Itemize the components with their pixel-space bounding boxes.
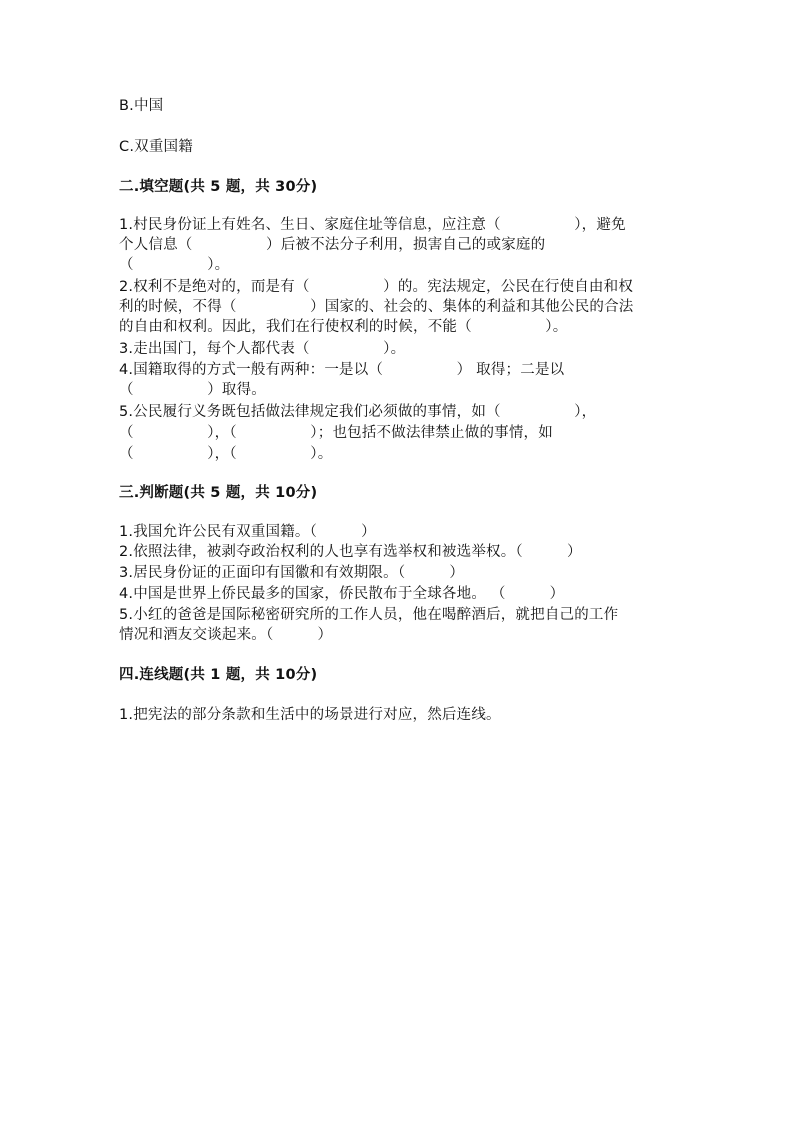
fill-q5-line1: 5.公民履行义务既包括做法律规定我们必须做的事情，如（ ）， — [119, 404, 597, 420]
section-matching-heading: 四.连线题(共 1 题，共 10分) — [119, 667, 318, 683]
fill-q3-line1: 3.走出国门，每个人都代表（ ）。 — [119, 341, 406, 357]
fill-q1-line1: 1.村民身份证上有姓名、生日、家庭住址等信息，应注意（ ），避免 — [119, 217, 626, 233]
judge-q4: 4.中国是世界上侨民最多的国家，侨民散布于全球各地。 （ ） — [119, 586, 565, 602]
fill-q2-line3: 的自由和权利。因此，我们在行使权利的时候，不能（ ）。 — [119, 319, 568, 335]
section-fill-blank-heading: 二.填空题(共 5 题，共 30分) — [119, 179, 318, 195]
judge-q1: 1.我国允许公民有双重国籍。（ ） — [119, 524, 376, 540]
section-judge-heading: 三.判断题(共 5 题，共 10分) — [119, 485, 318, 501]
fill-q5-line2: （ ），（ ）；也包括不做法律禁止做的事情，如 — [119, 425, 553, 441]
fill-q4-line2: （ ）取得。 — [119, 382, 266, 398]
fill-q1-line3: （ ）。 — [119, 257, 230, 273]
option-b: B.中国 — [119, 98, 164, 114]
fill-q4-line1: 4.国籍取得的方式一般有两种：一是以（ ） 取得；二是以 — [119, 362, 565, 378]
judge-q5-line2: 情况和酒友交谈起来。（ ） — [119, 627, 333, 643]
matching-q1: 1.把宪法的部分条款和生活中的场景进行对应，然后连线。 — [119, 707, 501, 723]
judge-q5-line1: 5.小红的爸爸是国际秘密研究所的工作人员，他在喝醉酒后，就把自己的工作 — [119, 607, 619, 623]
fill-q5-line3: （ ），（ ）。 — [119, 446, 333, 462]
fill-q1-line2: 个人信息（ ）后被不法分子利用，损害自己的或家庭的 — [119, 237, 546, 253]
fill-q2-line2: 利的时候，不得（ ）国家的、社会的、集体的利益和其他公民的合法 — [119, 299, 634, 315]
judge-q3: 3.居民身份证的正面印有国徽和有效期限。（ ） — [119, 565, 465, 581]
option-c: C.双重国籍 — [119, 139, 193, 155]
judge-q2: 2.依照法律，被剥夺政治权利的人也享有选举权和被选举权。（ ） — [119, 544, 582, 560]
fill-q2-line1: 2.权利不是绝对的，而是有（ ）的。宪法规定，公民在行使自由和权 — [119, 279, 634, 295]
